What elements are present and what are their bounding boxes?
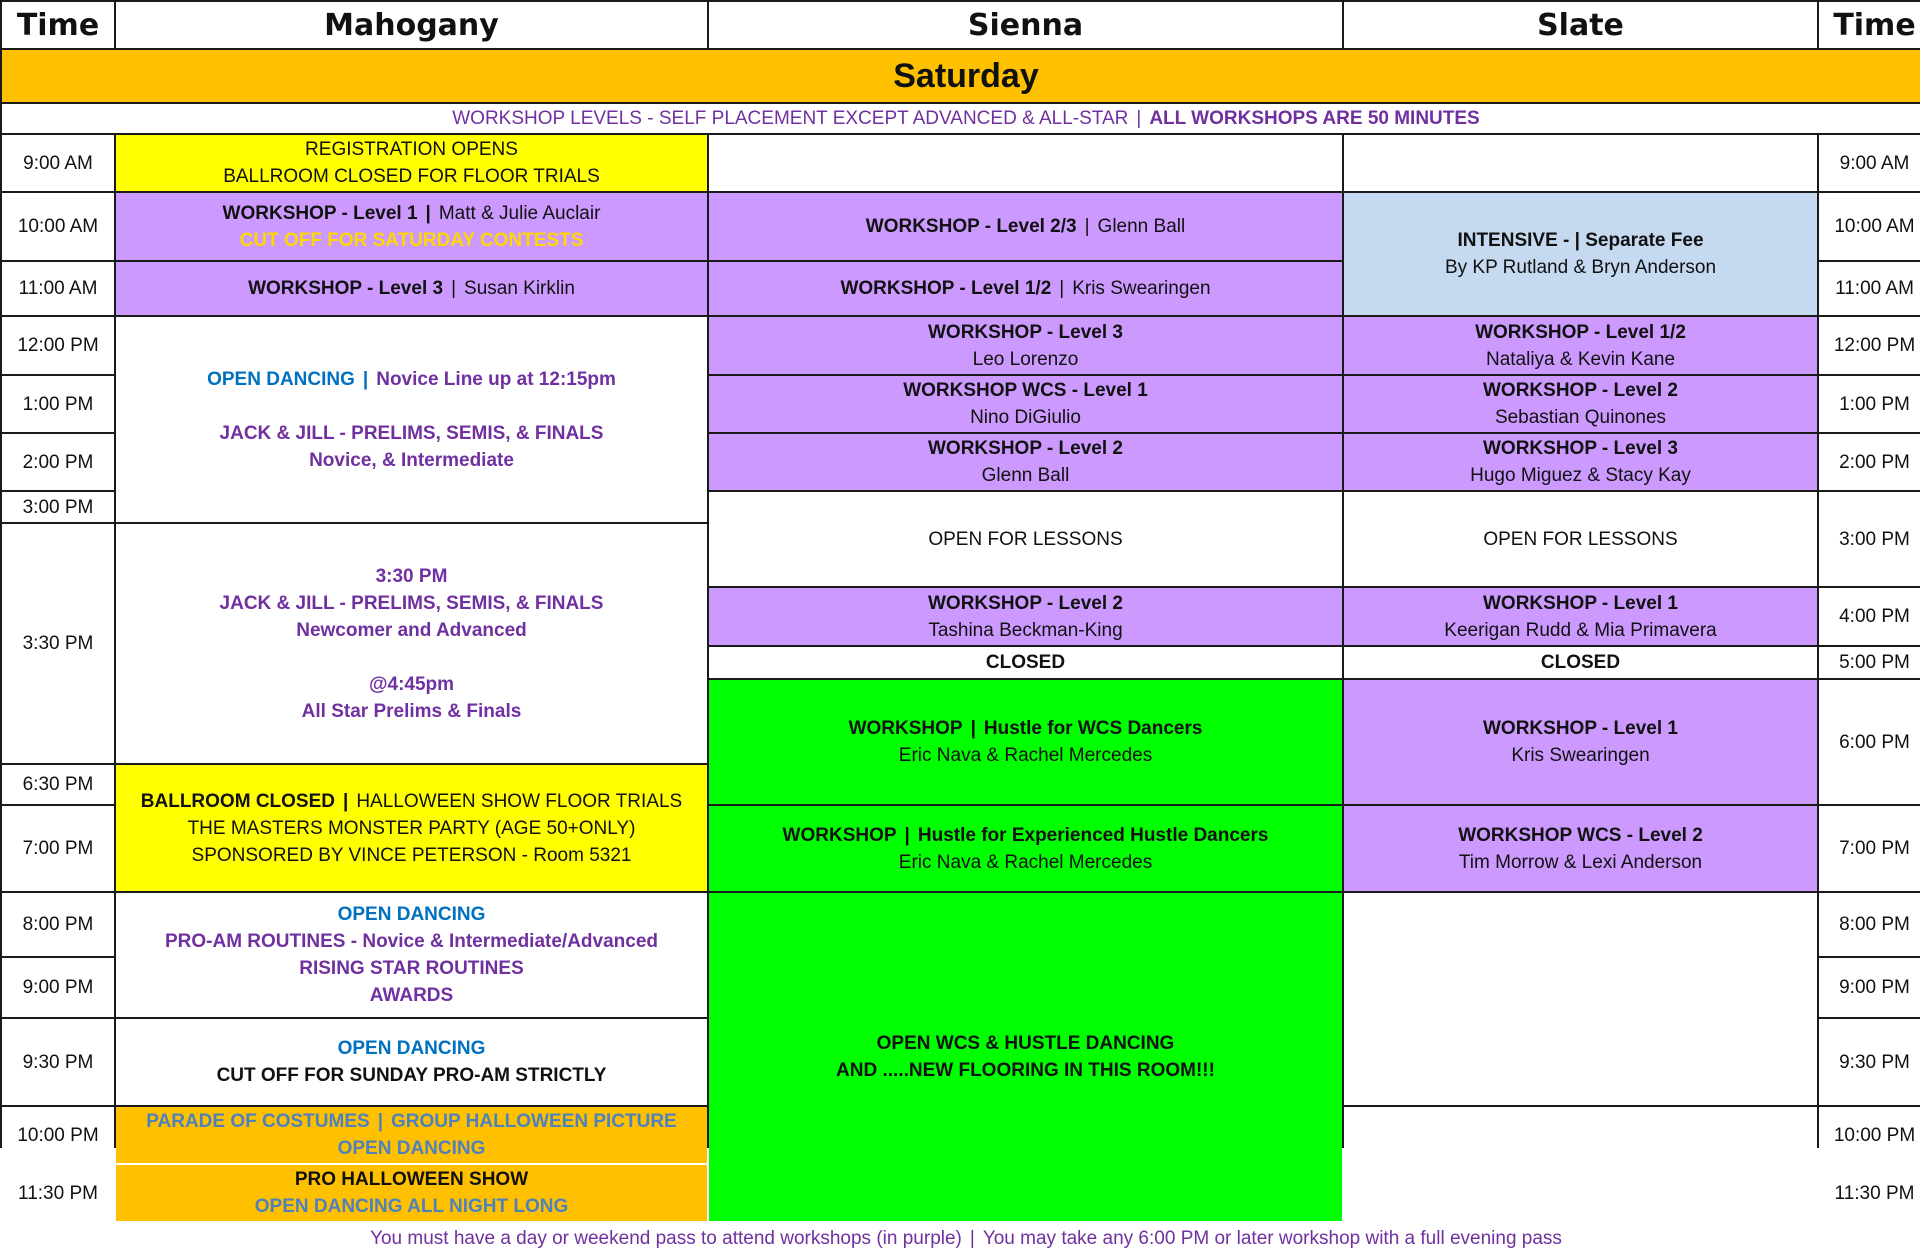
open-dancing-label: OPEN DANCING	[337, 1038, 486, 1059]
masters-monster-party: THE MASTERS MONSTER PARTY (AGE 50+ONLY)	[187, 817, 636, 839]
separator: |	[377, 1111, 384, 1132]
time-right-12pm: 12:00 PM	[1819, 317, 1920, 374]
sienna-workshop-1200	[709, 317, 1342, 374]
sienna-workshop-700	[709, 806, 1342, 891]
mahogany-registration	[116, 135, 707, 191]
open-dancing-label: OPEN DANCING	[207, 368, 355, 390]
mahogany-open-dancing-800	[116, 893, 707, 1017]
slate-empty-evening	[1344, 893, 1817, 1105]
time-right-1pm: 1:00 PM	[1819, 376, 1920, 432]
workshop-instructor: Sebastian Quinones	[1494, 407, 1667, 428]
header-sienna: Sienna	[709, 2, 1342, 48]
allstar-label: All Star Prelims & Finals	[301, 700, 522, 722]
notice-levels: WORKSHOP LEVELS - SELF PLACEMENT EXCEPT ADVANCED & ALL-STAR	[452, 108, 1129, 129]
parade-of-costumes: PARADE OF COSTUMES	[146, 1111, 370, 1132]
time-right-9pm: 9:00 PM	[1819, 958, 1920, 1017]
separator: |	[343, 790, 349, 812]
mahogany-jack-jill-330	[116, 524, 707, 763]
mahogany-halloween-show-1130	[116, 1165, 707, 1221]
separator: |	[904, 824, 910, 846]
workshop-instructor: Kris Swearingen	[1072, 278, 1211, 299]
open-wcs-hustle-dancing: OPEN WCS & HUSTLE DANCING	[876, 1033, 1175, 1054]
sienna-closed-500: CLOSED	[709, 647, 1342, 678]
footer-note	[2, 1223, 1920, 1254]
jack-and-jill-label: JACK & JILL - PRELIMS, SEMIS, & FINALS	[219, 592, 604, 614]
workshop-title: WORKSHOP - Level 1/2	[1475, 321, 1686, 343]
workshop-title: WORKSHOP - Level 1	[222, 202, 418, 224]
time-left-10am: 10:00 AM	[2, 193, 114, 260]
jj-start-time: 3:30 PM	[375, 565, 448, 587]
sienna-workshop-1100	[709, 262, 1342, 315]
time-left-11am: 11:00 AM	[2, 262, 114, 315]
jack-and-jill-divisions: Novice, & Intermediate	[309, 449, 514, 471]
open-dancing-all-night: OPEN DANCING ALL NIGHT LONG	[254, 1196, 569, 1217]
workshop-notice	[2, 104, 1920, 133]
workshop-instructor: Matt & Julie Auclair	[438, 202, 601, 224]
time-right-11am: 11:00 AM	[1819, 262, 1920, 315]
workshop-title: WORKSHOP WCS - Level 2	[1458, 824, 1703, 846]
footer-separator: |	[969, 1228, 975, 1249]
time-right-2pm: 2:00 PM	[1819, 434, 1920, 490]
sienna-workshop-200	[709, 434, 1342, 490]
workshop-topic: Hustle for WCS Dancers	[983, 718, 1203, 739]
rising-star-routines: RISING STAR ROUTINES	[299, 958, 524, 979]
workshop-instructor: Keerigan Rudd & Mia Primavera	[1444, 619, 1717, 641]
time-right-7pm: 7:00 PM	[1819, 806, 1920, 891]
header-time-left: Time	[2, 2, 114, 48]
ballroom-closed: BALLROOM CLOSED	[140, 790, 335, 812]
time-right-1130pm: 11:30 PM	[1819, 1165, 1920, 1221]
workshop-instructor: Glenn Ball	[981, 465, 1070, 486]
novice-lineup: Novice Line up at 12:15pm	[376, 368, 616, 390]
workshop-title: WORKSHOP - Level 2	[928, 438, 1123, 459]
sienna-open-wcs-hustle	[709, 893, 1342, 1221]
sienna-workshop-600	[709, 680, 1342, 804]
header-slate: Slate	[1344, 2, 1817, 48]
workshop-title: WORKSHOP WCS - Level 1	[903, 380, 1148, 401]
mahogany-workshop-1000	[116, 193, 707, 260]
time-left-12pm: 12:00 PM	[2, 317, 114, 374]
header-time-right: Time	[1819, 2, 1920, 48]
slate-empty-late	[1344, 1107, 1817, 1221]
ballroom-closed-floor-trials: BALLROOM CLOSED FOR FLOOR TRIALS	[223, 166, 600, 187]
slate-empty-9am	[1344, 135, 1817, 191]
open-dancing-label: OPEN DANCING	[337, 1138, 486, 1159]
workshop-title: WORKSHOP - Level 2/3	[865, 216, 1077, 237]
time-right-9am: 9:00 AM	[1819, 135, 1920, 191]
footer-evening-pass: You may take any 6:00 PM or later workshop with a full evening pass	[982, 1228, 1562, 1249]
slate-workshop-1200	[1344, 317, 1817, 374]
workshop-instructor: Glenn Ball	[1097, 216, 1186, 237]
time-right-930pm: 9:30 PM	[1819, 1019, 1920, 1105]
time-left-8pm: 8:00 PM	[2, 893, 114, 956]
notice-duration: ALL WORKSHOPS ARE 50 MINUTES	[1149, 108, 1480, 129]
open-dancing-label: OPEN DANCING	[337, 904, 486, 925]
workshop-title: WORKSHOP - Level 1	[1483, 592, 1678, 614]
workshop-title: WORKSHOP - Level 3	[1483, 438, 1678, 459]
time-left-630pm: 6:30 PM	[2, 765, 114, 804]
sienna-workshop-100	[709, 376, 1342, 432]
jack-and-jill-divisions: Newcomer and Advanced	[296, 619, 527, 641]
sienna-empty-9am	[709, 135, 1342, 191]
workshop-instructor: Susan Kirklin	[464, 278, 575, 299]
party-sponsor: SPONSORED BY VINCE PETERSON - Room 5321	[191, 844, 632, 866]
workshop-instructor: Nataliya & Kevin Kane	[1485, 348, 1676, 370]
workshop-instructor: Tashina Beckman-King	[928, 619, 1123, 641]
time-left-330pm: 3:30 PM	[2, 524, 114, 763]
time-left-3pm: 3:00 PM	[2, 492, 114, 522]
group-halloween-picture: GROUP HALLOWEEN PICTURE	[391, 1111, 677, 1132]
intensive-title: INTENSIVE - | Separate Fee	[1457, 230, 1704, 251]
separator: |	[362, 368, 369, 390]
slate-workshop-100	[1344, 376, 1817, 432]
workshop-instructor: Nino DiGiulio	[970, 407, 1081, 428]
new-flooring-note: AND .....NEW FLOORING IN THIS ROOM!!!	[836, 1060, 1215, 1081]
cutoff-sunday-proam: CUT OFF FOR SUNDAY PRO-AM STRICTLY	[216, 1065, 607, 1086]
workshop-instructor: Eric Nava & Rachel Mercedes	[898, 745, 1153, 766]
time-left-2pm: 2:00 PM	[2, 434, 114, 490]
workshop-title: WORKSHOP	[782, 824, 897, 846]
workshop-instructor: Leo Lorenzo	[972, 348, 1079, 370]
mahogany-workshop-1100	[116, 262, 707, 315]
separator: |	[451, 278, 457, 299]
time-right-10am: 10:00 AM	[1819, 193, 1920, 260]
mahogany-parade-1000	[116, 1107, 707, 1163]
registration-opens: REGISTRATION OPENS	[305, 139, 518, 160]
workshop-title: WORKSHOP	[848, 718, 963, 739]
separator: |	[970, 718, 976, 739]
slate-workshop-400	[1344, 588, 1817, 645]
footer-pass-requirement: You must have a day or weekend pass to attend workshops (in purple)	[370, 1228, 962, 1249]
time-right-3pm: 3:00 PM	[1819, 492, 1920, 586]
time-right-4pm: 4:00 PM	[1819, 588, 1920, 645]
mahogany-open-dancing-930	[116, 1019, 707, 1105]
intensive-instructor: By KP Rutland & Bryn Anderson	[1444, 257, 1717, 278]
allstar-time: @4:45pm	[368, 673, 455, 695]
separator: |	[1059, 278, 1065, 299]
workshop-title: WORKSHOP - Level 3	[248, 278, 444, 299]
mahogany-open-dancing-noon	[116, 317, 707, 522]
proam-routines: PRO-AM ROUTINES - Novice & Intermediate/Advanced	[164, 931, 659, 952]
time-left-1pm: 1:00 PM	[2, 376, 114, 432]
mahogany-ballroom-closed-630	[116, 765, 707, 891]
separator: |	[1084, 216, 1090, 237]
workshop-instructor: Eric Nava & Rachel Mercedes	[898, 851, 1153, 873]
workshop-title: WORKSHOP - Level 1	[1483, 718, 1678, 739]
workshop-title: WORKSHOP - Level 2	[928, 592, 1123, 614]
day-banner: Saturday	[2, 50, 1920, 102]
time-left-9pm: 9:00 PM	[2, 958, 114, 1017]
workshop-title: WORKSHOP - Level 3	[928, 321, 1123, 343]
sienna-workshop-400	[709, 588, 1342, 645]
notice-separator: |	[1136, 108, 1142, 129]
workshop-topic: Hustle for Experienced Hustle Dancers	[917, 824, 1269, 846]
jack-and-jill-label: JACK & JILL - PRELIMS, SEMIS, & FINALS	[219, 422, 604, 444]
workshop-title: WORKSHOP - Level 2	[1483, 380, 1678, 401]
slate-workshop-600	[1344, 680, 1817, 804]
cutoff-saturday-contests: CUT OFF FOR SATURDAY CONTESTS	[239, 229, 584, 251]
slate-workshop-700	[1344, 806, 1817, 891]
header-mahogany: Mahogany	[116, 2, 707, 48]
workshop-instructor: Kris Swearingen	[1511, 745, 1650, 766]
halloween-floor-trials: HALLOWEEN SHOW FLOOR TRIALS	[356, 790, 683, 812]
time-right-6pm: 6:00 PM	[1819, 680, 1920, 804]
time-left-10pm: 10:00 PM	[2, 1107, 114, 1163]
workshop-instructor: Tim Morrow & Lexi Anderson	[1458, 851, 1703, 873]
sienna-open-for-lessons: OPEN FOR LESSONS	[709, 492, 1342, 586]
sienna-workshop-1000	[709, 193, 1342, 260]
awards: AWARDS	[369, 985, 454, 1006]
slate-workshop-200	[1344, 434, 1817, 490]
separator: |	[425, 202, 431, 224]
slate-intensive	[1344, 193, 1817, 315]
time-right-5pm: 5:00 PM	[1819, 647, 1920, 678]
time-left-7pm: 7:00 PM	[2, 806, 114, 891]
workshop-title: WORKSHOP - Level 1/2	[840, 278, 1052, 299]
time-left-9am: 9:00 AM	[2, 135, 114, 191]
time-right-8pm: 8:00 PM	[1819, 893, 1920, 956]
time-right-10pm: 10:00 PM	[1819, 1107, 1920, 1163]
pro-halloween-show: PRO HALLOWEEN SHOW	[294, 1169, 529, 1190]
slate-open-for-lessons: OPEN FOR LESSONS	[1344, 492, 1817, 586]
slate-closed-500: CLOSED	[1344, 647, 1817, 678]
time-left-930pm: 9:30 PM	[2, 1019, 114, 1105]
time-left-1130pm: 11:30 PM	[2, 1165, 114, 1221]
workshop-instructor: Hugo Miguez & Stacy Kay	[1470, 465, 1691, 486]
